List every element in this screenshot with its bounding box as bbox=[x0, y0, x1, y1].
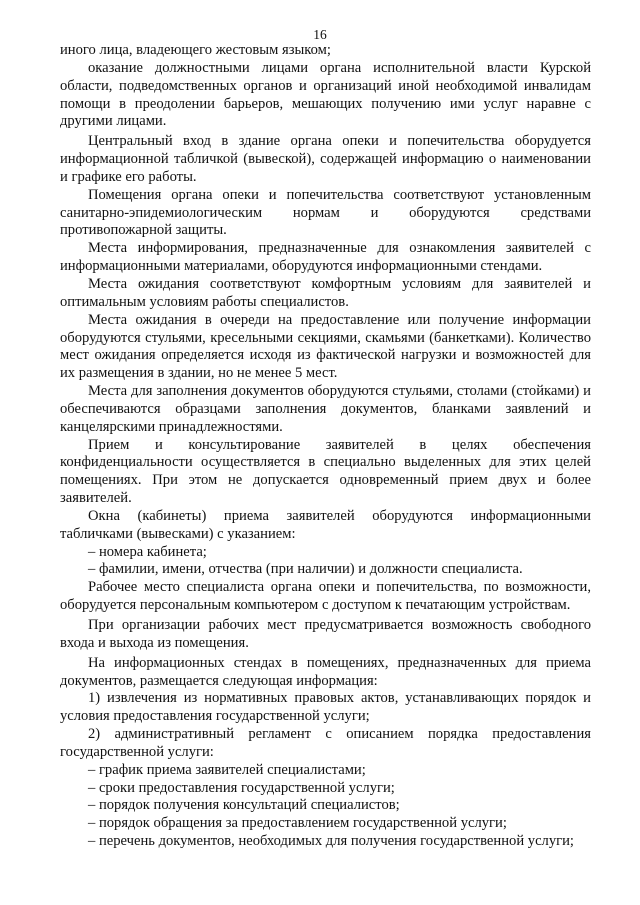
paragraph: Помещения органа опеки и попечительства соответствуют установленным санитарно-эпидемиологическим нормам и оборудуются средствами противопожарной защиты. bbox=[60, 186, 591, 239]
paragraph: Места ожидания в очереди на предоставление или получение информации оборудуются стульями, кресельными секциями, скамьями (банкетками). Количество мест ожидания определяется исходя из фактической нагрузки и возможностей для их размещения в здании, но не менее 5 мест. bbox=[60, 311, 591, 382]
list-item: – порядок обращения за предоставлением государственной услуги; bbox=[88, 815, 507, 832]
list-item: – перечень документов, необходимых для получения государственной услуги; bbox=[88, 833, 574, 850]
paragraph: Места для заполнения документов оборудуются стульями, столами (стойками) и обеспечиваются образцами заполнения документов, бланками заявлений и канцелярскими принадлежностями. bbox=[60, 383, 591, 435]
list-item: – график приема заявителей специалистами; bbox=[88, 761, 366, 778]
paragraph: Места информирования, предназначенные для ознакомления заявителей с информационными материалами, оборудуются информационными стендами. bbox=[60, 240, 591, 275]
list-item: – номера кабинета; bbox=[88, 543, 207, 560]
paragraph: иного лица, владеющего жестовым языком; bbox=[60, 42, 331, 58]
document-body bbox=[60, 42, 591, 851]
paragraph: оказание должностными лицами органа исполнительной власти Курской области, подведомственных органов и организаций иной необходимой инвалидам помощи в преодолении барьеров, мешающих получению ими услуг наравне с другими лицами. bbox=[60, 59, 591, 130]
page-number: 16 bbox=[313, 27, 327, 42]
paragraph: Рабочее место специалиста органа опеки и попечительства, по возможности, оборудуется персональным компьютером с доступом к печатающим устройствам. bbox=[60, 579, 591, 614]
paragraph: Места ожидания соответствуют комфортным условиям для заявителей и оптимальным условиям работы специалистов. bbox=[60, 275, 591, 310]
paragraph: Прием и консультирование заявителей в целях обеспечения конфиденциальности осуществляется в специально выделенных для этих целей помещениях. При этом не допускается одновременный прием двух и более заявителей. bbox=[60, 436, 591, 507]
list-item: – сроки предоставления государственной услуги; bbox=[88, 779, 395, 796]
list-item: – фамилии, имени, отчества (при наличии) и должности специалиста. bbox=[88, 561, 523, 578]
paragraph: На информационных стендах в помещениях, предназначенных для приема документов, размещается следующая информация: bbox=[60, 654, 591, 689]
paragraph: Центральный вход в здание органа опеки и попечительства оборудуется информационной табличкой (вывеской), содержащей информацию о наименовании и графике его работы. bbox=[60, 133, 591, 185]
paragraph: При организации рабочих мест предусматривается возможность свободного входа и выхода из помещения. bbox=[60, 617, 591, 651]
paragraph: Окна (кабинеты) приема заявителей оборудуются информационными табличками (вывесками) с указанием: bbox=[60, 507, 591, 542]
list-item: – порядок получения консультаций специалистов; bbox=[88, 797, 400, 814]
list-item: 1) извлечения из нормативных правовых актов, устанавливающих порядок и условия предоставления государственной услуги; bbox=[60, 690, 591, 725]
list-item: 2) административный регламент с описанием порядка предоставления государственной услуги: bbox=[60, 726, 591, 760]
